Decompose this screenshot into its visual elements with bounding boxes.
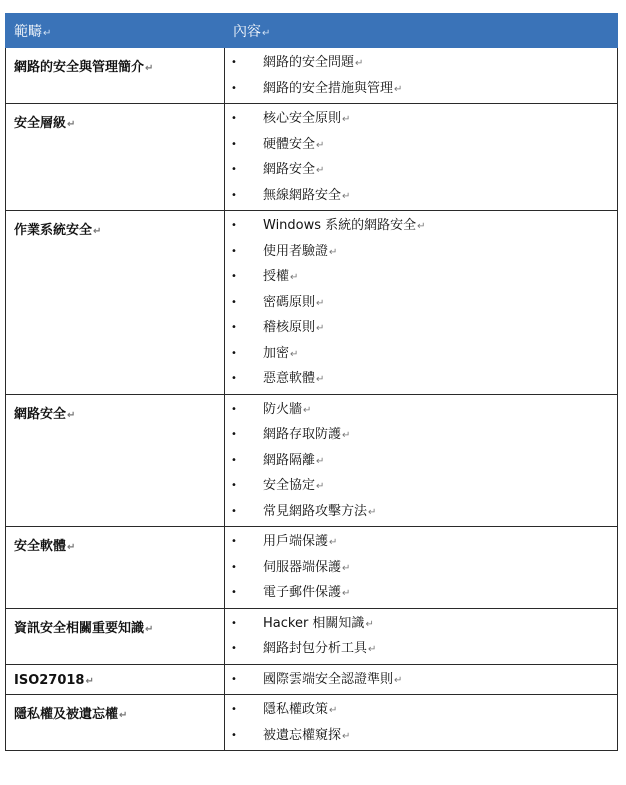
bullet-list: [225, 106, 617, 208]
list-item-text: 用戶端保護: [263, 534, 329, 549]
bullet-icon: •: [231, 373, 237, 384]
header-category-label: 範疇: [14, 24, 42, 40]
category-label: 網路安全: [14, 406, 67, 422]
paragraph-mark-icon: ↵: [342, 114, 351, 125]
paragraph-mark-icon: ↵: [145, 623, 154, 635]
content-cell: [225, 394, 618, 527]
bullet-icon: •: [231, 57, 237, 68]
paragraph-mark-icon: ↵: [329, 246, 338, 258]
category-cell: [6, 664, 225, 695]
bullet-icon: •: [231, 138, 237, 150]
paragraph-mark-icon: ↵: [262, 28, 271, 39]
content-cell: [225, 104, 618, 211]
table-row: [6, 48, 618, 104]
list-item-text: 網路的安全措施與管理: [263, 80, 394, 96]
header-content-label: 內容: [233, 24, 261, 40]
header-category: [6, 14, 225, 48]
category-cell: [6, 695, 225, 751]
paragraph-mark-icon: ↵: [342, 730, 351, 742]
paragraph-mark-icon: ↵: [368, 644, 377, 655]
bullet-icon: •: [231, 617, 237, 629]
bullet-icon: •: [231, 587, 237, 598]
header-content: [225, 14, 618, 48]
paragraph-mark-icon: ↵: [316, 165, 325, 176]
paragraph-mark-icon: ↵: [303, 404, 312, 416]
bullet-icon: •: [231, 403, 237, 415]
list-item: [225, 290, 617, 316]
bullet-icon: •: [231, 643, 237, 654]
bullet-list: [225, 697, 617, 748]
list-item: [225, 341, 617, 367]
category-label: 作業系統安全: [14, 223, 93, 238]
list-item-text: Hacker 相關知識: [263, 615, 365, 631]
paragraph-mark-icon: ↵: [368, 506, 377, 518]
paragraph-mark-icon: ↵: [67, 119, 76, 130]
list-item-text: 授權: [263, 269, 290, 284]
paragraph-mark-icon: ↵: [394, 674, 403, 686]
list-item: [225, 448, 617, 474]
list-item-text: Windows 系統的網路安全: [263, 218, 417, 233]
list-item: [225, 611, 617, 637]
list-item: [225, 580, 617, 606]
bullet-list: [225, 397, 617, 525]
category-cell: [6, 394, 225, 527]
bullet-icon: •: [231, 164, 237, 175]
paragraph-mark-icon: ↵: [342, 190, 351, 202]
list-item-text: 使用者驗證: [263, 243, 329, 259]
category-label: 資訊安全相關重要知識: [14, 620, 145, 636]
list-item-text: 惡意軟體: [263, 371, 316, 386]
list-item: [225, 529, 617, 555]
list-item-text: 加密: [263, 345, 290, 361]
bullet-icon: •: [231, 673, 237, 685]
paragraph-mark-icon: ↵: [67, 409, 76, 421]
bullet-icon: •: [231, 536, 237, 547]
category-label: 安全軟體: [14, 539, 67, 554]
bullet-list: [225, 50, 617, 101]
list-item: [225, 213, 617, 239]
bullet-icon: •: [231, 429, 237, 440]
list-item: [225, 315, 617, 341]
bullet-icon: •: [231, 729, 237, 741]
bullet-icon: •: [231, 245, 237, 257]
table-row: [6, 104, 618, 211]
category-label: 隱私權及被遺忘權: [14, 707, 119, 722]
content-cell: [225, 48, 618, 104]
list-item-text: 電子郵件保護: [263, 585, 342, 600]
list-item-text: 硬體安全: [263, 136, 316, 152]
list-item-text: 國際雲端安全認證準則: [263, 671, 394, 687]
bullet-list: [225, 529, 617, 606]
list-item: [225, 366, 617, 392]
paragraph-mark-icon: ↵: [290, 348, 299, 360]
paragraph-mark-icon: ↵: [365, 618, 374, 630]
list-item-text: 網路封包分析工具: [263, 641, 368, 656]
table-row: [6, 394, 618, 527]
list-item: [225, 697, 617, 723]
bullet-icon: •: [231, 271, 237, 282]
list-item-text: 常見網路攻擊方法: [263, 503, 368, 519]
category-cell: [6, 48, 225, 104]
paragraph-mark-icon: ↵: [355, 58, 364, 69]
list-item: [225, 132, 617, 158]
category-cell: [6, 608, 225, 664]
category-cell: [6, 211, 225, 395]
list-item: [225, 422, 617, 448]
list-item-text: 防火牆: [263, 401, 303, 417]
paragraph-mark-icon: ↵: [316, 455, 325, 467]
table-row: [6, 211, 618, 395]
list-item: [225, 239, 617, 265]
paragraph-mark-icon: ↵: [316, 481, 325, 492]
category-cell: [6, 104, 225, 211]
list-item: [225, 723, 617, 749]
list-item-text: 稽核原則: [263, 320, 316, 335]
list-item-text: 核心安全原則: [263, 111, 342, 126]
table-header-row: [6, 14, 618, 48]
list-item: [225, 76, 617, 102]
content-cell: [225, 608, 618, 664]
table-row: [6, 664, 618, 695]
paragraph-mark-icon: ↵: [93, 226, 102, 237]
category-label: 網路的安全與管理簡介: [14, 60, 145, 75]
paragraph-mark-icon: ↵: [316, 374, 325, 385]
bullet-list: [225, 213, 617, 392]
list-item: [225, 667, 617, 693]
paragraph-mark-icon: ↵: [417, 221, 426, 232]
bullet-icon: •: [231, 189, 237, 201]
category-label: ISO27018: [14, 672, 85, 688]
list-item-text: 伺服器端保護: [263, 559, 342, 575]
list-item: [225, 106, 617, 132]
content-cell: [225, 664, 618, 695]
table-body: [6, 48, 618, 751]
paragraph-mark-icon: ↵: [290, 272, 299, 283]
content-cell: [225, 527, 618, 609]
list-item-text: 安全協定: [263, 478, 316, 493]
list-item: [225, 50, 617, 76]
paragraph-mark-icon: ↵: [394, 83, 403, 95]
table-row: [6, 608, 618, 664]
list-item: [225, 183, 617, 209]
list-item: [225, 555, 617, 581]
paragraph-mark-icon: ↵: [342, 562, 351, 574]
list-item-text: 網路安全: [263, 162, 316, 177]
bullet-icon: •: [231, 296, 237, 308]
list-item-text: 隱私權政策: [263, 702, 329, 717]
list-item-text: 密碼原則: [263, 294, 316, 310]
paragraph-mark-icon: ↵: [316, 139, 325, 151]
category-cell: [6, 527, 225, 609]
list-item-text: 網路隔離: [263, 452, 316, 468]
list-item: [225, 397, 617, 423]
table-row: [6, 527, 618, 609]
bullet-list: [225, 667, 617, 693]
table-row: [6, 695, 618, 751]
bullet-icon: •: [231, 113, 237, 124]
bullet-icon: •: [231, 220, 237, 231]
bullet-icon: •: [231, 347, 237, 359]
bullet-icon: •: [231, 82, 237, 94]
list-item-text: 被遺忘權窺探: [263, 727, 342, 743]
paragraph-mark-icon: ↵: [85, 675, 94, 687]
paragraph-mark-icon: ↵: [316, 297, 325, 309]
paragraph-mark-icon: ↵: [316, 323, 325, 334]
category-label: 安全層級: [14, 116, 67, 131]
list-item-text: 網路的安全問題: [263, 55, 355, 70]
bullet-icon: •: [231, 505, 237, 517]
list-item: [225, 473, 617, 499]
paragraph-mark-icon: ↵: [67, 542, 76, 553]
bullet-icon: •: [231, 480, 237, 491]
paragraph-mark-icon: ↵: [43, 28, 52, 39]
bullet-icon: •: [231, 322, 237, 333]
paragraph-mark-icon: ↵: [342, 430, 351, 441]
list-item: [225, 636, 617, 662]
paragraph-mark-icon: ↵: [329, 705, 338, 716]
paragraph-mark-icon: ↵: [145, 63, 154, 74]
scope-content-table: [5, 13, 618, 751]
paragraph-mark-icon: ↵: [342, 588, 351, 599]
list-item: [225, 264, 617, 290]
list-item-text: 無線網路安全: [263, 187, 342, 203]
bullet-icon: •: [231, 561, 237, 573]
bullet-list: [225, 611, 617, 662]
list-item-text: 網路存取防護: [263, 427, 342, 442]
bullet-icon: •: [231, 704, 237, 715]
content-cell: [225, 211, 618, 395]
list-item: [225, 157, 617, 183]
list-item: [225, 499, 617, 525]
paragraph-mark-icon: ↵: [119, 710, 128, 721]
content-cell: [225, 695, 618, 751]
paragraph-mark-icon: ↵: [329, 537, 338, 548]
bullet-icon: •: [231, 454, 237, 466]
